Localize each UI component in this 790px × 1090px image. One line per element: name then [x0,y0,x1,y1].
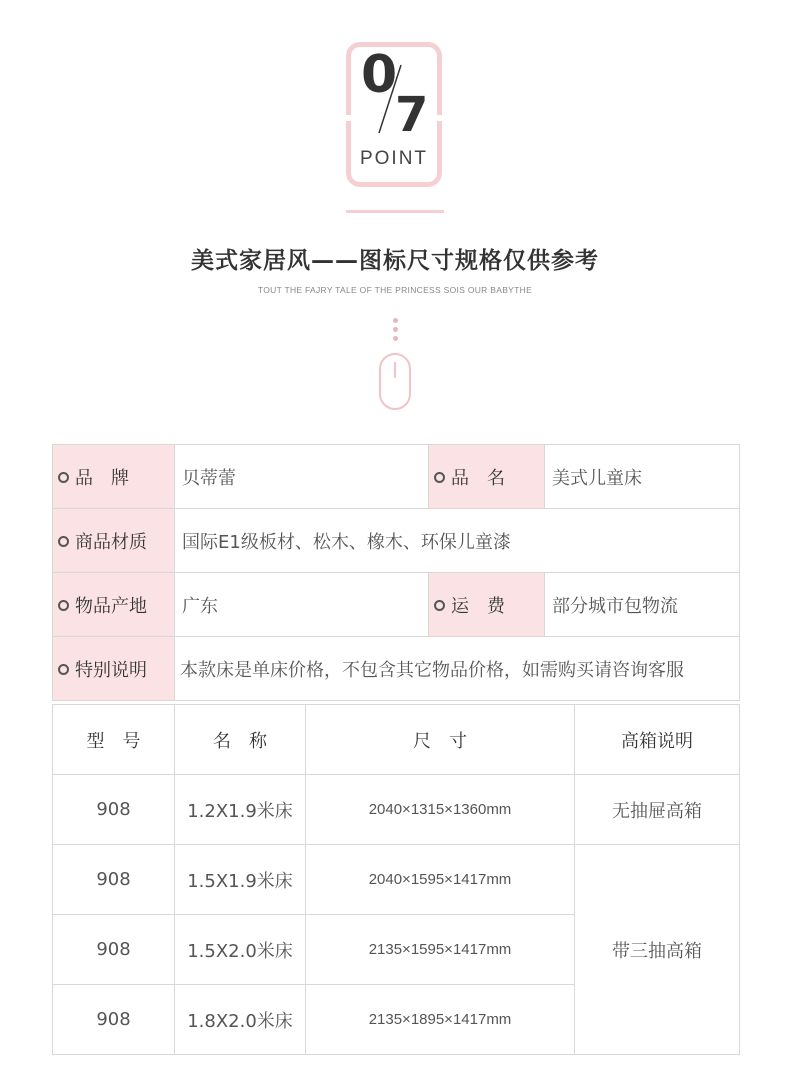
size-cell: 2135×1895×1417mm [306,985,575,1055]
badge-underline [346,210,444,213]
header-model: 型 号 [53,705,175,775]
material-label: 商品材质 [53,509,175,573]
shipping-label: 运 费 [429,573,545,637]
bullet-circle-icon [58,536,69,547]
model-cell: 908 [53,775,175,845]
origin-value: 广东 [175,573,429,637]
header-size: 尺 寸 [306,705,575,775]
name-cell: 1.8X2.0米床 [175,985,306,1055]
bullet-circle-icon [434,472,445,483]
size-cell: 2040×1595×1417mm [306,845,575,915]
spec-row-origin [53,573,740,637]
box-note-cell: 无抽屉高箱 [575,775,740,845]
bullet-circle-icon [58,472,69,483]
notes-value: 本款床是单床价格，不包含其它物品价格，如需购买请咨询客服 [175,637,740,701]
dims-header-row [53,705,740,775]
notes-label: 特别说明 [53,637,175,701]
shipping-value: 部分城市包物流 [545,573,740,637]
bullet-circle-icon [58,664,69,675]
section-subtitle: TOUT THE FAJRY TALE OF THE PRINCESS SOIS OUR BABYTHE [257,285,533,295]
size-cell: 2040×1315×1360mm [306,775,575,845]
box-note-cell: 带三抽高箱 [575,845,740,1055]
name-cell: 1.5X1.9米床 [175,845,306,915]
dimensions-table [52,704,740,1055]
point-badge [346,42,442,187]
badge-label: POINT [359,148,429,169]
scroll-dots-icon [393,318,398,345]
spec-row-notes [53,637,740,701]
bullet-circle-icon [434,600,445,611]
section-title: 美式家居风——图标尺寸规格仅供参考 [191,248,599,274]
badge-denominator: 7 [395,87,429,143]
model-cell: 908 [53,845,175,915]
brand-label: 品 牌 [53,445,175,509]
name-value: 美式儿童床 [545,445,740,509]
spec-row-material [53,509,740,573]
header-name: 名 称 [175,705,306,775]
badge-numerator: 0 [361,45,398,105]
product-spec-table [52,444,740,701]
mouse-icon [378,352,412,412]
size-cell: 2135×1595×1417mm [306,915,575,985]
material-value: 国际E1级板材、松木、橡木、环保儿童漆 [175,509,740,573]
model-cell: 908 [53,985,175,1055]
spec-row-brand [53,445,740,509]
table-row [53,775,740,845]
model-cell: 908 [53,915,175,985]
name-label: 品 名 [429,445,545,509]
bullet-circle-icon [58,600,69,611]
origin-label: 物品产地 [53,573,175,637]
header-box-note: 高箱说明 [575,705,740,775]
table-row [53,845,740,915]
name-cell: 1.2X1.9米床 [175,775,306,845]
brand-value: 贝蒂蕾 [175,445,429,509]
name-cell: 1.5X2.0米床 [175,915,306,985]
